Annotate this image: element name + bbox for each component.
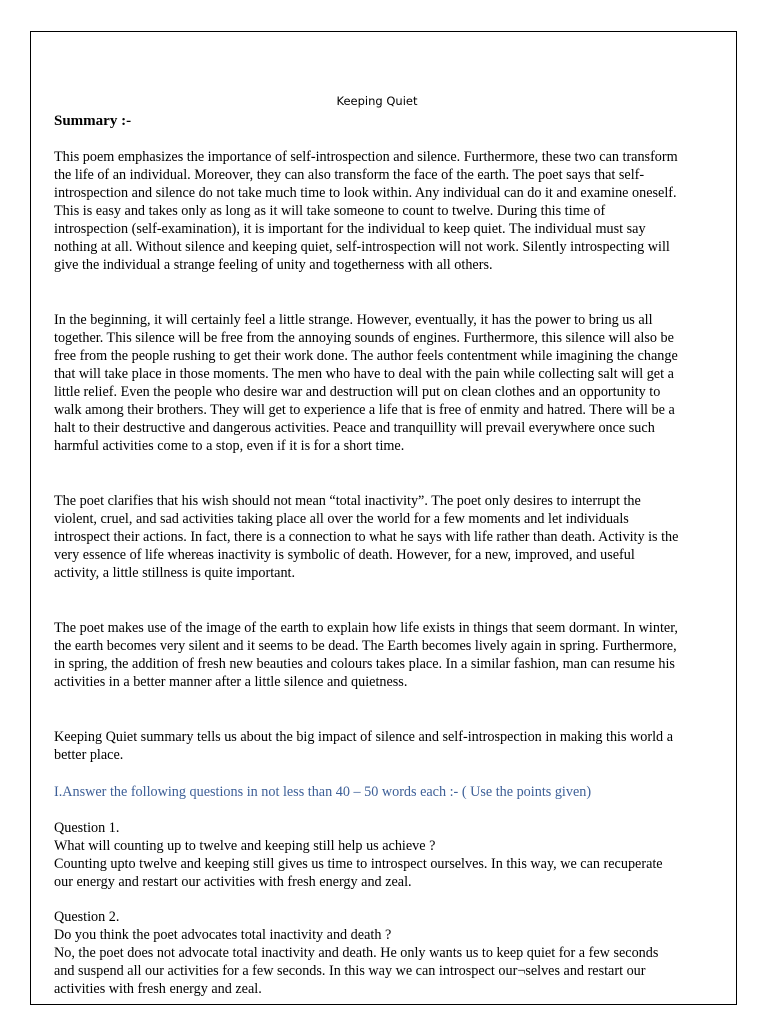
- summary-heading: Summary :-: [54, 113, 132, 129]
- question-text: Do you think the poet advocates total inactivity and death ?: [54, 927, 392, 943]
- question-text: What will counting up to twelve and keeping still help us achieve ?: [54, 838, 436, 854]
- questions-instruction: I.Answer the following questions in not less than 40 – 50 words each :- ( Use the points given): [54, 784, 592, 800]
- document-page: [30, 31, 737, 1005]
- summary-paragraph-5: Keeping Quiet summary tells us about the big impact of silence and self-introspection in making this world a better place.: [54, 729, 673, 763]
- question-label: Question 1.: [54, 820, 120, 836]
- document-body: [54, 94, 680, 1015]
- page-title: Keeping Quiet: [336, 94, 418, 108]
- summary-paragraph-3: The poet clarifies that his wish should not mean “total inactivity”. The poet only desires to interrupt the violent, cruel, and sad activities taking place all over the world for a few moments and let individuals introspect their actions. In fact, there is a connection to what he says with life rather than death. Activity is the very essence of life whereas inactivity is symbolic of death. However, for a new, improved, and useful activity, a little stillness is quite important.: [54, 493, 679, 581]
- question-block-1: [54, 819, 680, 891]
- summary-paragraph-4: The poet makes use of the image of the earth to explain how life exists in things that seem dormant. In winter, the earth becomes very silent and it seems to be dead. The Earth becomes lively again in spring. Furthermore, in spring, the addition of fresh new beauties and colours takes place. In a similar fashion, man can resume his activities in a better manner after a little silence and quietness.: [54, 620, 678, 690]
- question-block-2: [54, 908, 680, 998]
- answer-text: Counting upto twelve and keeping still gives us time to introspect ourselves. In this way, we can recuperate our energy and restart our activities with fresh energy and zeal.: [54, 856, 663, 890]
- answer-text: No, the poet does not advocate total inactivity and death. He only wants us to keep quiet for a few seconds and suspend all our activities for a few seconds. In this way we can introspect our¬selves and restart our activities with fresh energy and zeal.: [54, 945, 659, 997]
- summary-paragraph-2: In the beginning, it will certainly feel a little strange. However, eventually, it has the power to bring us all together. This silence will be free from the annoying sounds of engines. Furthermore, this silence will also be free from the people rushing to get their work done. The author feels contentment while imagining the change that will take place in those moments. The men who have to deal with the pain while collecting salt will get a little relief. Even the people who desire war and destruction will put on clean clothes and an opportunity to walk among their brothers. They will get to experience a life that is free of enmity and hatred. There will be a halt to their destructive and dangerous activities. Peace and tranquillity will prevail everywhere once such harmful activities come to a stop, even if it is for a short time.: [54, 312, 678, 454]
- question-label: Question 2.: [54, 909, 120, 925]
- summary-paragraph-1: This poem emphasizes the importance of self-introspection and silence. Furthermore, these two can transform the life of an individual. Moreover, they can also transform the face of the earth. The poet says that self-introspection and silence do not take much time to look within. Any individual can do it and examine oneself. This is easy and takes only as long as it will take someone to count to twelve. During this time of introspection (self-examination), it is important for the individual to keep quiet. The individual must say nothing at all. Without silence and keeping quiet, self-introspection will not work. Silently introspecting will give the individual a strange feeling of unity and togetherness with all others.: [54, 149, 678, 273]
